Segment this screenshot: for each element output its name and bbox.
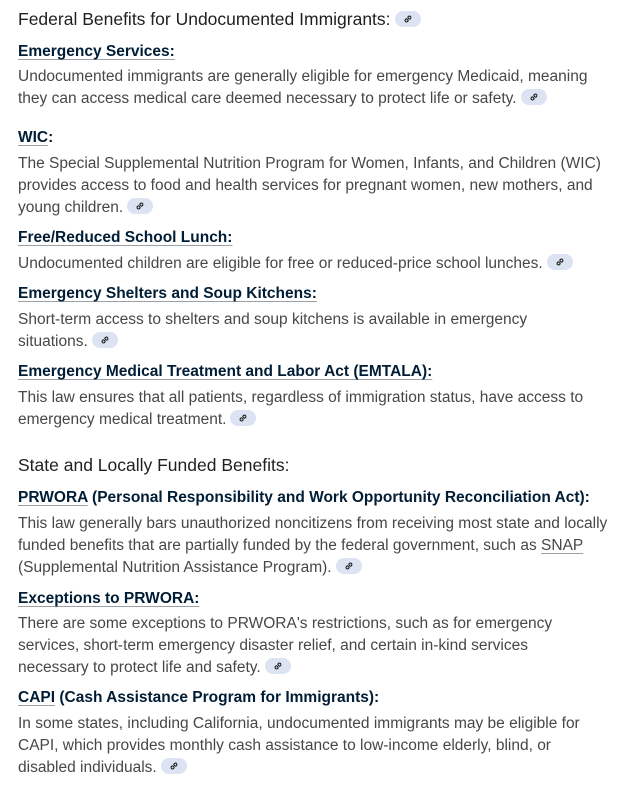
source-link-chip[interactable]	[395, 11, 421, 27]
item-title-text: Emergency Medical Treatment and Labor Act (EMTALA):	[18, 363, 433, 380]
item-title	[18, 362, 432, 382]
item-title	[18, 284, 317, 304]
section-heading	[18, 7, 421, 31]
link-icon	[169, 761, 179, 771]
section-heading-text: Federal Benefits for Undocumented Immigrants:	[18, 9, 391, 29]
body-line: There are some exceptions to PRWORA's restrictions, such as for emergency	[18, 615, 553, 632]
source-link-chip[interactable]	[547, 254, 573, 270]
item-title-suffix: (Personal Responsibility and Work Opportunity Reconciliation Act):	[87, 489, 590, 506]
body-line-with-source	[18, 657, 552, 679]
body-line: situations.	[18, 333, 88, 350]
body-line-with-source	[18, 197, 601, 219]
item-title-text: Exceptions to PRWORA:	[18, 590, 200, 607]
item-title-text: Emergency Services:	[18, 43, 175, 60]
body-line-with-source	[18, 409, 583, 431]
body-line-with-source	[18, 253, 573, 275]
body-line: This law ensures that all patients, regardless of immigration status, have access to	[18, 389, 584, 406]
body-line: Short-term access to shelters and soup kitchens is available in emergency	[18, 311, 528, 328]
item-title-suffix: (Cash Assistance Program for Immigrants):	[55, 689, 380, 706]
item-title-link[interactable]: PRWORA	[18, 489, 88, 506]
body-line: young children.	[18, 199, 124, 216]
item-title	[18, 589, 199, 609]
body-line: CAPI, which provides monthly cash assistance to low-income elderly, blind, or	[18, 737, 551, 754]
body-line: This law generally bars unauthorized noncitizens from receiving most state and locally	[18, 515, 608, 532]
link-icon	[273, 661, 283, 671]
source-link-chip[interactable]	[265, 658, 291, 674]
item-title	[18, 42, 175, 62]
item-body	[18, 713, 580, 779]
item-body	[18, 309, 527, 353]
snap-link[interactable]: SNAP	[541, 537, 584, 554]
source-link-chip[interactable]	[230, 410, 256, 426]
source-link-chip[interactable]	[92, 332, 118, 348]
body-line: they can access medical care deemed necessary to protect life or safety.	[18, 90, 517, 107]
body-line-text: funded benefits that are partially funded by the federal government, such as	[18, 537, 542, 554]
link-icon	[555, 257, 565, 267]
item-body	[18, 613, 552, 679]
body-line-with-source	[18, 757, 580, 779]
body-line: emergency medical treatment.	[18, 411, 227, 428]
item-title-link[interactable]: WIC	[18, 129, 49, 146]
item-body	[18, 66, 587, 110]
body-line: Undocumented children are eligible for free or reduced-price school lunches.	[18, 255, 543, 272]
item-body	[18, 387, 583, 431]
item-body	[18, 513, 607, 579]
item-title	[18, 128, 53, 148]
body-line: In some states, including California, undocumented immigrants may be eligible for	[18, 715, 580, 732]
link-icon	[100, 335, 110, 345]
source-link-chip[interactable]	[336, 558, 362, 574]
item-title	[18, 488, 590, 508]
link-icon	[238, 413, 248, 423]
body-line: provides access to food and health services for pregnant women, new mothers, and	[18, 177, 593, 194]
body-line: necessary to protect life and safety.	[18, 659, 261, 676]
body-line: The Special Supplemental Nutrition Program for Women, Infants, and Children (WIC)	[18, 155, 601, 172]
body-line: disabled individuals.	[18, 759, 157, 776]
section-heading-text: State and Locally Funded Benefits:	[18, 455, 290, 475]
link-icon	[344, 561, 354, 571]
link-icon	[403, 14, 413, 24]
source-link-chip[interactable]	[161, 758, 187, 774]
item-title	[18, 688, 379, 708]
section-heading	[18, 453, 289, 477]
body-line-with-source	[18, 557, 607, 579]
body-line	[18, 535, 607, 557]
body-line: services, short-term emergency disaster relief, and certain in-kind services	[18, 637, 528, 654]
body-line: Undocumented immigrants are generally eligible for emergency Medicaid, meaning	[18, 68, 588, 85]
link-icon	[135, 201, 145, 211]
body-line-with-source	[18, 331, 527, 353]
item-title-link[interactable]: CAPI	[18, 689, 56, 706]
item-title-text: Emergency Shelters and Soup Kitchens:	[18, 285, 317, 302]
body-line-with-source	[18, 88, 587, 110]
item-title-suffix: :	[48, 129, 54, 146]
item-title-text: Free/Reduced School Lunch:	[18, 229, 233, 246]
item-title	[18, 228, 232, 248]
source-link-chip[interactable]	[127, 198, 153, 214]
item-body	[18, 253, 573, 275]
item-body	[18, 153, 601, 219]
body-line: (Supplemental Nutrition Assistance Program).	[18, 559, 332, 576]
source-link-chip[interactable]	[521, 89, 547, 105]
link-icon	[529, 92, 539, 102]
